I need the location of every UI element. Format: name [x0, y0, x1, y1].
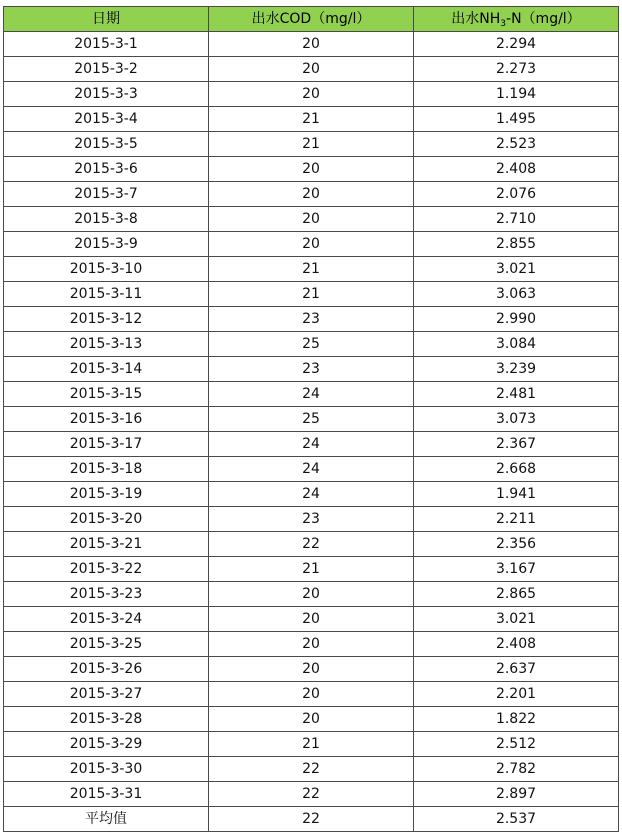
- table-row: [4, 532, 619, 557]
- table-row: [4, 407, 619, 432]
- cell-nh3: 2.523: [414, 132, 619, 157]
- cell-cod: 20: [209, 207, 414, 232]
- cell-date: 2015-3-6: [4, 157, 209, 182]
- cell-date: 2015-3-18: [4, 457, 209, 482]
- cell-cod: 21: [209, 132, 414, 157]
- cell-cod: 22: [209, 782, 414, 807]
- cell-cod: 20: [209, 232, 414, 257]
- cell-nh3: 2.294: [414, 32, 619, 57]
- table-row: [4, 632, 619, 657]
- cell-nh3: 2.481: [414, 382, 619, 407]
- table-row: [4, 732, 619, 757]
- table-row: [4, 457, 619, 482]
- table-row: [4, 357, 619, 382]
- table-row: [4, 232, 619, 257]
- table-row: [4, 257, 619, 282]
- average-cod: 22: [209, 807, 414, 832]
- table-row: [4, 282, 619, 307]
- cell-nh3: 2.710: [414, 207, 619, 232]
- average-nh3: 2.537: [414, 807, 619, 832]
- cell-date: 2015-3-12: [4, 307, 209, 332]
- cell-nh3: 2.367: [414, 432, 619, 457]
- average-label: 平均值: [4, 807, 209, 832]
- cell-date: 2015-3-4: [4, 107, 209, 132]
- table-row: [4, 582, 619, 607]
- cell-date: 2015-3-28: [4, 707, 209, 732]
- cell-cod: 20: [209, 157, 414, 182]
- cell-nh3: 2.668: [414, 457, 619, 482]
- cell-cod: 24: [209, 457, 414, 482]
- cell-date: 2015-3-5: [4, 132, 209, 157]
- cell-cod: 20: [209, 607, 414, 632]
- cell-cod: 20: [209, 582, 414, 607]
- cell-cod: 23: [209, 357, 414, 382]
- table-row: [4, 507, 619, 532]
- cell-date: 2015-3-8: [4, 207, 209, 232]
- header-nh3-prefix: 出水NH: [451, 11, 501, 27]
- cell-date: 2015-3-11: [4, 282, 209, 307]
- cell-date: 2015-3-16: [4, 407, 209, 432]
- cell-date: 2015-3-17: [4, 432, 209, 457]
- table-row: [4, 132, 619, 157]
- cell-nh3: 2.201: [414, 682, 619, 707]
- cell-date: 2015-3-10: [4, 257, 209, 282]
- cell-nh3: 2.273: [414, 57, 619, 82]
- cell-cod: 21: [209, 557, 414, 582]
- cell-nh3: 2.865: [414, 582, 619, 607]
- cell-nh3: 2.408: [414, 632, 619, 657]
- cell-nh3: 1.941: [414, 482, 619, 507]
- cell-cod: 20: [209, 707, 414, 732]
- cell-cod: 22: [209, 757, 414, 782]
- cell-nh3: 1.194: [414, 82, 619, 107]
- cell-cod: 21: [209, 282, 414, 307]
- cell-cod: 20: [209, 182, 414, 207]
- cell-cod: 21: [209, 257, 414, 282]
- cell-date: 2015-3-3: [4, 82, 209, 107]
- cell-date: 2015-3-2: [4, 57, 209, 82]
- cell-nh3: 3.073: [414, 407, 619, 432]
- cell-nh3: 2.990: [414, 307, 619, 332]
- header-nh3-suffix: -N（mg/l）: [506, 11, 581, 27]
- cell-cod: 20: [209, 632, 414, 657]
- table-body: [4, 32, 619, 807]
- cell-nh3: 3.021: [414, 257, 619, 282]
- cell-cod: 20: [209, 57, 414, 82]
- cell-cod: 20: [209, 682, 414, 707]
- cell-date: 2015-3-15: [4, 382, 209, 407]
- cell-cod: 20: [209, 657, 414, 682]
- cell-nh3: 2.076: [414, 182, 619, 207]
- cell-cod: 21: [209, 732, 414, 757]
- cell-nh3: 2.211: [414, 507, 619, 532]
- cell-date: 2015-3-31: [4, 782, 209, 807]
- table-row: [4, 432, 619, 457]
- cell-date: 2015-3-23: [4, 582, 209, 607]
- table-row: [4, 207, 619, 232]
- table-row: [4, 182, 619, 207]
- cell-nh3: 2.855: [414, 232, 619, 257]
- cell-cod: 24: [209, 382, 414, 407]
- header-cod: 出水COD（mg/l）: [209, 7, 414, 32]
- header-nh3-subscript: 3: [500, 19, 507, 29]
- cell-nh3: 2.637: [414, 657, 619, 682]
- cell-date: 2015-3-13: [4, 332, 209, 357]
- header-nh3: [414, 7, 619, 32]
- cell-nh3: 3.063: [414, 282, 619, 307]
- cell-cod: 21: [209, 107, 414, 132]
- table-header-row: [4, 7, 619, 32]
- cell-date: 2015-3-21: [4, 532, 209, 557]
- average-row: [4, 807, 619, 832]
- effluent-data-table: [3, 6, 619, 832]
- cell-nh3: 3.084: [414, 332, 619, 357]
- table-row: [4, 57, 619, 82]
- table-row: [4, 557, 619, 582]
- cell-cod: 25: [209, 407, 414, 432]
- header-date: 日期: [4, 7, 209, 32]
- table-row: [4, 157, 619, 182]
- cell-nh3: 2.782: [414, 757, 619, 782]
- table-row: [4, 482, 619, 507]
- cell-date: 2015-3-14: [4, 357, 209, 382]
- cell-date: 2015-3-1: [4, 32, 209, 57]
- cell-nh3: 1.822: [414, 707, 619, 732]
- cell-cod: 24: [209, 482, 414, 507]
- table-row: [4, 107, 619, 132]
- cell-cod: 23: [209, 507, 414, 532]
- cell-cod: 24: [209, 432, 414, 457]
- cell-nh3: 2.356: [414, 532, 619, 557]
- cell-date: 2015-3-19: [4, 482, 209, 507]
- table-row: [4, 307, 619, 332]
- cell-date: 2015-3-22: [4, 557, 209, 582]
- table-row: [4, 32, 619, 57]
- cell-nh3: 3.167: [414, 557, 619, 582]
- cell-cod: 20: [209, 32, 414, 57]
- table-row: [4, 607, 619, 632]
- cell-date: 2015-3-20: [4, 507, 209, 532]
- cell-nh3: 2.512: [414, 732, 619, 757]
- cell-cod: 20: [209, 82, 414, 107]
- table-row: [4, 82, 619, 107]
- cell-nh3: 2.897: [414, 782, 619, 807]
- cell-cod: 25: [209, 332, 414, 357]
- cell-date: 2015-3-7: [4, 182, 209, 207]
- cell-nh3: 3.239: [414, 357, 619, 382]
- cell-nh3: 1.495: [414, 107, 619, 132]
- cell-date: 2015-3-25: [4, 632, 209, 657]
- table-row: [4, 782, 619, 807]
- table-row: [4, 382, 619, 407]
- cell-date: 2015-3-29: [4, 732, 209, 757]
- cell-nh3: 3.021: [414, 607, 619, 632]
- cell-date: 2015-3-24: [4, 607, 209, 632]
- table-row: [4, 657, 619, 682]
- cell-date: 2015-3-9: [4, 232, 209, 257]
- cell-date: 2015-3-30: [4, 757, 209, 782]
- table-row: [4, 707, 619, 732]
- cell-nh3: 2.408: [414, 157, 619, 182]
- cell-cod: 22: [209, 532, 414, 557]
- table-row: [4, 332, 619, 357]
- table-row: [4, 757, 619, 782]
- cell-date: 2015-3-27: [4, 682, 209, 707]
- table-row: [4, 682, 619, 707]
- cell-date: 2015-3-26: [4, 657, 209, 682]
- cell-cod: 23: [209, 307, 414, 332]
